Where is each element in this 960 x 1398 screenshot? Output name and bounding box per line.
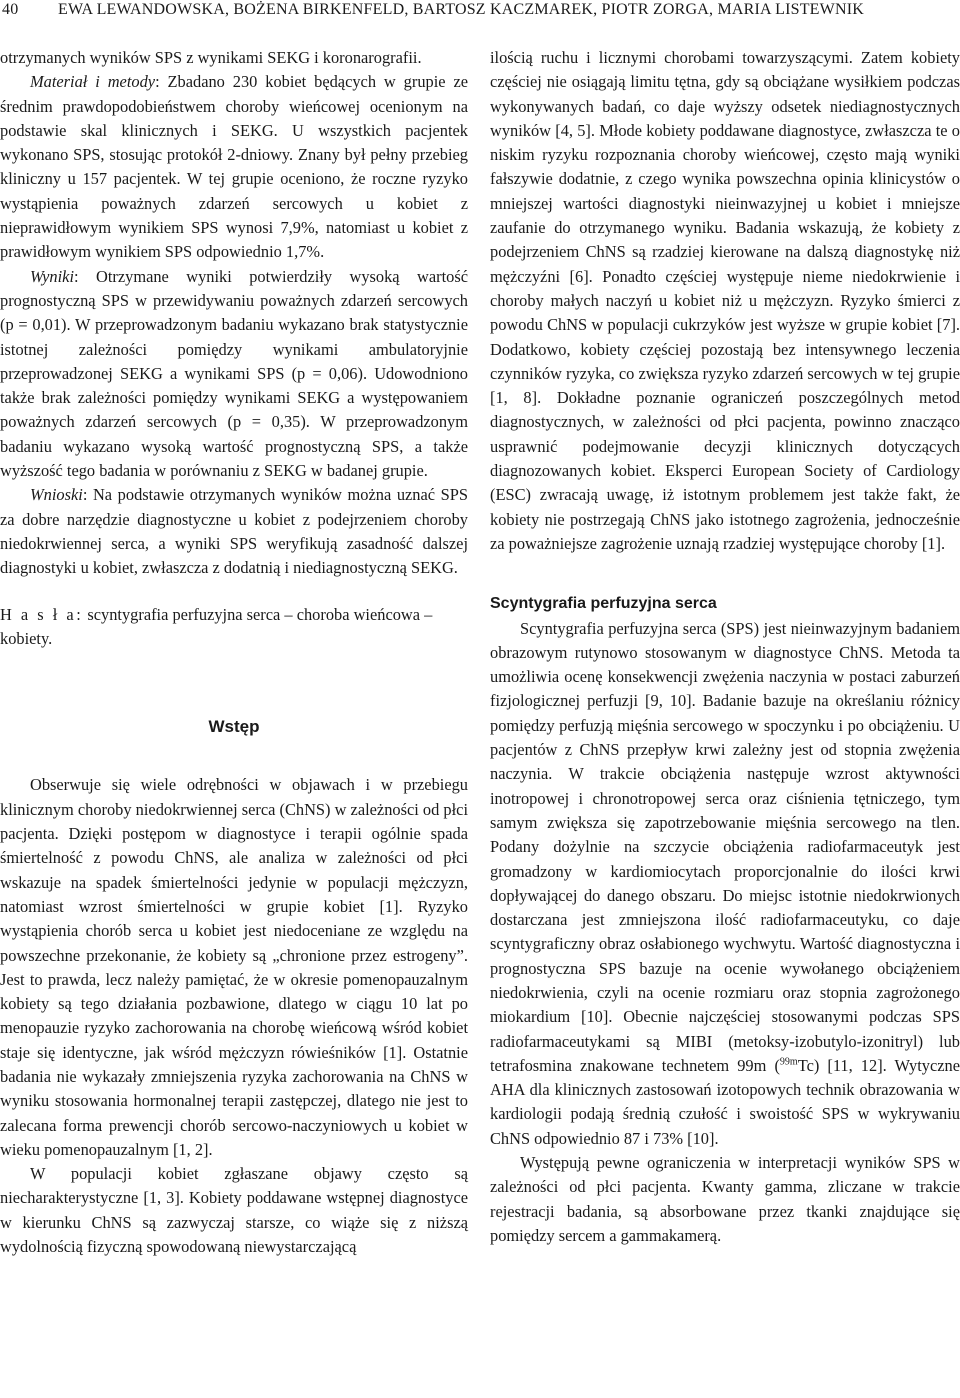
- results-text: : Otrzymane wyniki potwierdziły wysoką wartość prognostyczną SPS w przewidywaniu poważnych zdarzeń sercowych (p = 0,01). W przeprowadzonym badaniu wykazano brak statystycznie istotnej zależności pomiędzy wynikami ambulatoryjnie przeprowadzonej SEKG a wynikami SPS (p = 0,06). Udowodniono także brak zależności pomiędzy wynikami SEKG a występowaniem poważnych zdarzeń sercowych (p = 0,35). W przeprowadzonym badaniu wykazano wysoką wartość prognostyczną SPS, a także wyższość tego badania w porównaniu z SEKG w badanej grupie.: [0, 266, 468, 481]
- section-heading-intro: Wstęp: [208, 717, 260, 737]
- running-head-authors: EWA LEWANDOWSKA, BOŻENA BIRKENFELD, BARTOSZ KACZMAREK, PIOTR ZORGA, MARIA LISTEWNIK: [58, 1, 864, 18]
- abstract-results: [0, 265, 468, 484]
- methods-text: : Zbadano 230 kobiet będących w grupie ze średnim prawdopodobieństwem choroby wieńcowej ocenionym na podstawie skal klinicznych i SEKG. U wszystkich pacjentek wykonano SPS, stosując protokół 2-dniowy. Znany był pełny przebieg kliniczny u 157 pacjentek. W tej grupie oceniono, że roczne ryzyko wystąpienia poważnych zdarzeń sercowych u kobiet z nieprawidłowym wynikiem SPS wynosi 7,9%, natomiast u kobiet z prawidłowym wynikiem SPS odpowiednio 1,7%.: [0, 72, 468, 262]
- scintigraphy-p1-text-a: Scyntygrafia perfuzyjna serca (SPS) jest nieinwazyjnym badaniem obrazowym rutynowo stosowanym w diagnostyce ChNS. Metoda ta umożliwia ocenę konsekwencji zwężenia naczynia w postaci zaburzeń fizjologicznej perfuzji [9, 10]. Badanie bazuje na określaniu różnicy pomiędzy perfuzją mięśnia sercowego w spoczynku i po obciążeniu. U pacjentów z ChNS przepływ krwi zależny jest od stopnia zwężenia naczynia. W trakcie obciążenia następuje wzrost aktywności inotropowej i chronotropowej serca oraz ciśnienia tętniczego, tym samym zwiększa się zapotrzebowanie mięśnia sercowego na tlen. Podany dożylnie na szczycie obciążenia radiofarmaceutyk jest gromadzony w kardiomiocytach proporcjonalnie do ilości krwi dopływającej do danego obszaru. Do miejsc istotnie niedokrwionych dostarczana jest zmniejszona ilość radiofarmaceutyku, co daje scyntygraficzny obraz osłabionego wychwytu. Wartość diagnostyczna i prognostyczna SPS bazuje na ocenie wywołanego obciążeniem niedokrwienia, czyli na ocenie rozmiaru oraz stopnia zagrożonego miokardium [10]. Obecnie najczęściej stosowanymi podczas SPS radiofarmaceutykami są MIBI (metoksy-izobutylo-izonitryl) lub tetrafosmina znakowane technetem 99m (: [490, 618, 960, 1075]
- keywords-label: H a s ł a:: [0, 604, 84, 624]
- page-number: 40: [2, 1, 19, 18]
- intro-paragraph-2-continued: ilością ruchu i licznymi chorobami towarzyszącymi. Zatem kobiety częściej nie osiągają limitu tętna, gdy są obciążane wysiłkiem podczas wykonywanych badań, co daje wyższy odsetek niediagnostycznych wyników [4, 5]. Młode kobiety poddawane diagnostyce, zwłaszcza te o niskim ryzyku rozpoznania choroby wieńcowej, często mają wyniki fałszywie dodatnie, z czego wynika powszechna opinia klinicystów o mniejszej wartości diagnostyki nieinwazyjnej u kobiet i mniejsze zaufanie do otrzymanego wyniku. Badania wskazują, że kobiety z podejrzeniem ChNS są rzadziej kierowane na dalszą diagnostykę niż mężczyźni [6]. Ponadto częściej występuje nieme niedokrwienie i choroby małych naczyń u kobiet niż u mężczyzn. Ryzyko śmierci z powodu ChNS w populacji cukrzyków jest wyższe w grupie kobiet [7]. Dodatkowo, kobiety częściej pozostają bez intensywnego leczenia czynników ryzyka, co zwiększa ryzyko zdarzeń sercowych w tej grupie [1, 8]. Dokładne poznanie ograniczeń poszczególnych metod diagnostycznych, w zależności od płci pacjenta, powinno znacząco usprawnić podejmowanie decyzji klinicznych dotyczących diagnozowanych kobiet. Eksperci European Society of Cardiology (ESC) zwracają uwagę, iż istotnym problemem jest także fakt, że kobiety nie postrzegają ChNS jako istotnego zagrożenia, jednocześnie za poważniejsze zagrożenie uznają rzadziej występujące choroby [1].: [490, 48, 960, 553]
- scintigraphy-paragraph-1: [490, 617, 960, 1152]
- isotope-superscript: 99m: [779, 1056, 798, 1068]
- intro-paragraph-1: Obserwuje się wiele odrębności w objawach i w przebiegu klinicznym choroby niedokrwiennej serca (ChNS) w zależności od płci pacjenta. Dzięki postępom w diagnostyce i terapii ogólnie spada śmiertelność z powodu ChNS, ale analiza w zależności od płci wskazuje na spadek śmiertelności jedynie w populacji mężczyzn, natomiast wzrost śmiertelności w grupie kobiet [1]. Ryzyko wystąpienia chorób serca u kobiet jest niedoceniane ze względu na powszechne przekonanie, że kobiety są „chronione przez estrogeny”. Jest to prawda, lecz należy pamiętać, że w okresie pomenopauzalnym kobiety są tego działania pozbawione, dlatego w ciągu 10 lat po menopauzie ryzyko zachorowania na chorobę wieńcową wśród kobiet staje się identyczne, jak wśród mężczyzn rówieśników [1]. Ostatnie badania nie wykazały zmniejszenia ryzyka zachorowania na ChNS w wyniku stosowania hormonalnej terapii zastępczej, dlatego nie jest to zalecana forma prewencji chorób sercowo-naczyniowych u kobiet w wieku pomenopauzalnym [1, 2].: [0, 775, 468, 1159]
- scintigraphy-p1-text-b: Tc) [11, 12]. Wytyczne AHA dla klinicznych zastosowań izotopowych technik obrazowania w kardiologii podają średnią czułość i swoistość SPS w wykrywaniu ChNS odpowiednio 87 i 73% [10].: [490, 1055, 960, 1148]
- results-label: Wyniki: [30, 266, 75, 286]
- conclusions-text: : Na podstawie otrzymanych wyników można uznać SPS za dobre narzędzie diagnostyczne u kobiet z podejrzeniem choroby niedokrwiennej serca, a wyniki SPS weryfikują zasadność dalszej diagnostyki u kobiet, zwłaszcza z dodatnią i niediagnostyczną SEKG.: [0, 485, 468, 578]
- left-column: [0, 46, 468, 1259]
- methods-label: Materiał i metody: [30, 72, 156, 92]
- conclusions-label: Wnioski: [30, 485, 83, 505]
- keywords: [0, 603, 468, 652]
- abstract-intro-tail: otrzymanych wyników SPS z wynikami SEKG i koronarografii.: [0, 48, 422, 67]
- abstract-methods: [0, 70, 468, 264]
- section-heading-scintigraphy: Scyntygrafia perfuzyjna serca: [490, 595, 717, 613]
- intro-paragraph-2: W populacji kobiet zgłaszane objawy często są niecharakterystyczne [1, 3]. Kobiety poddawane wstępnej diagnostyce w kierunku ChNS są zazwyczaj starsze, co wiąże się z niższą wydolnością fizyczną spowodowaną niewystarczającą: [0, 1164, 468, 1257]
- page-header: [0, 0, 960, 26]
- scintigraphy-paragraph-2: Występują pewne ograniczenia w interpretacji wyników SPS w zależności od płci pacjenta. Kwanty gamma, zliczane w trakcie rejestracji badania, są absorbowane przez tkanki znajdujące się pomiędzy sercem a gammakamerą.: [490, 1153, 960, 1245]
- abstract-conclusions: [0, 483, 468, 580]
- right-column: [490, 46, 960, 1248]
- keywords-text: scyntygrafia perfuzyjna serca – choroba wieńcowa – kobiety.: [0, 604, 433, 648]
